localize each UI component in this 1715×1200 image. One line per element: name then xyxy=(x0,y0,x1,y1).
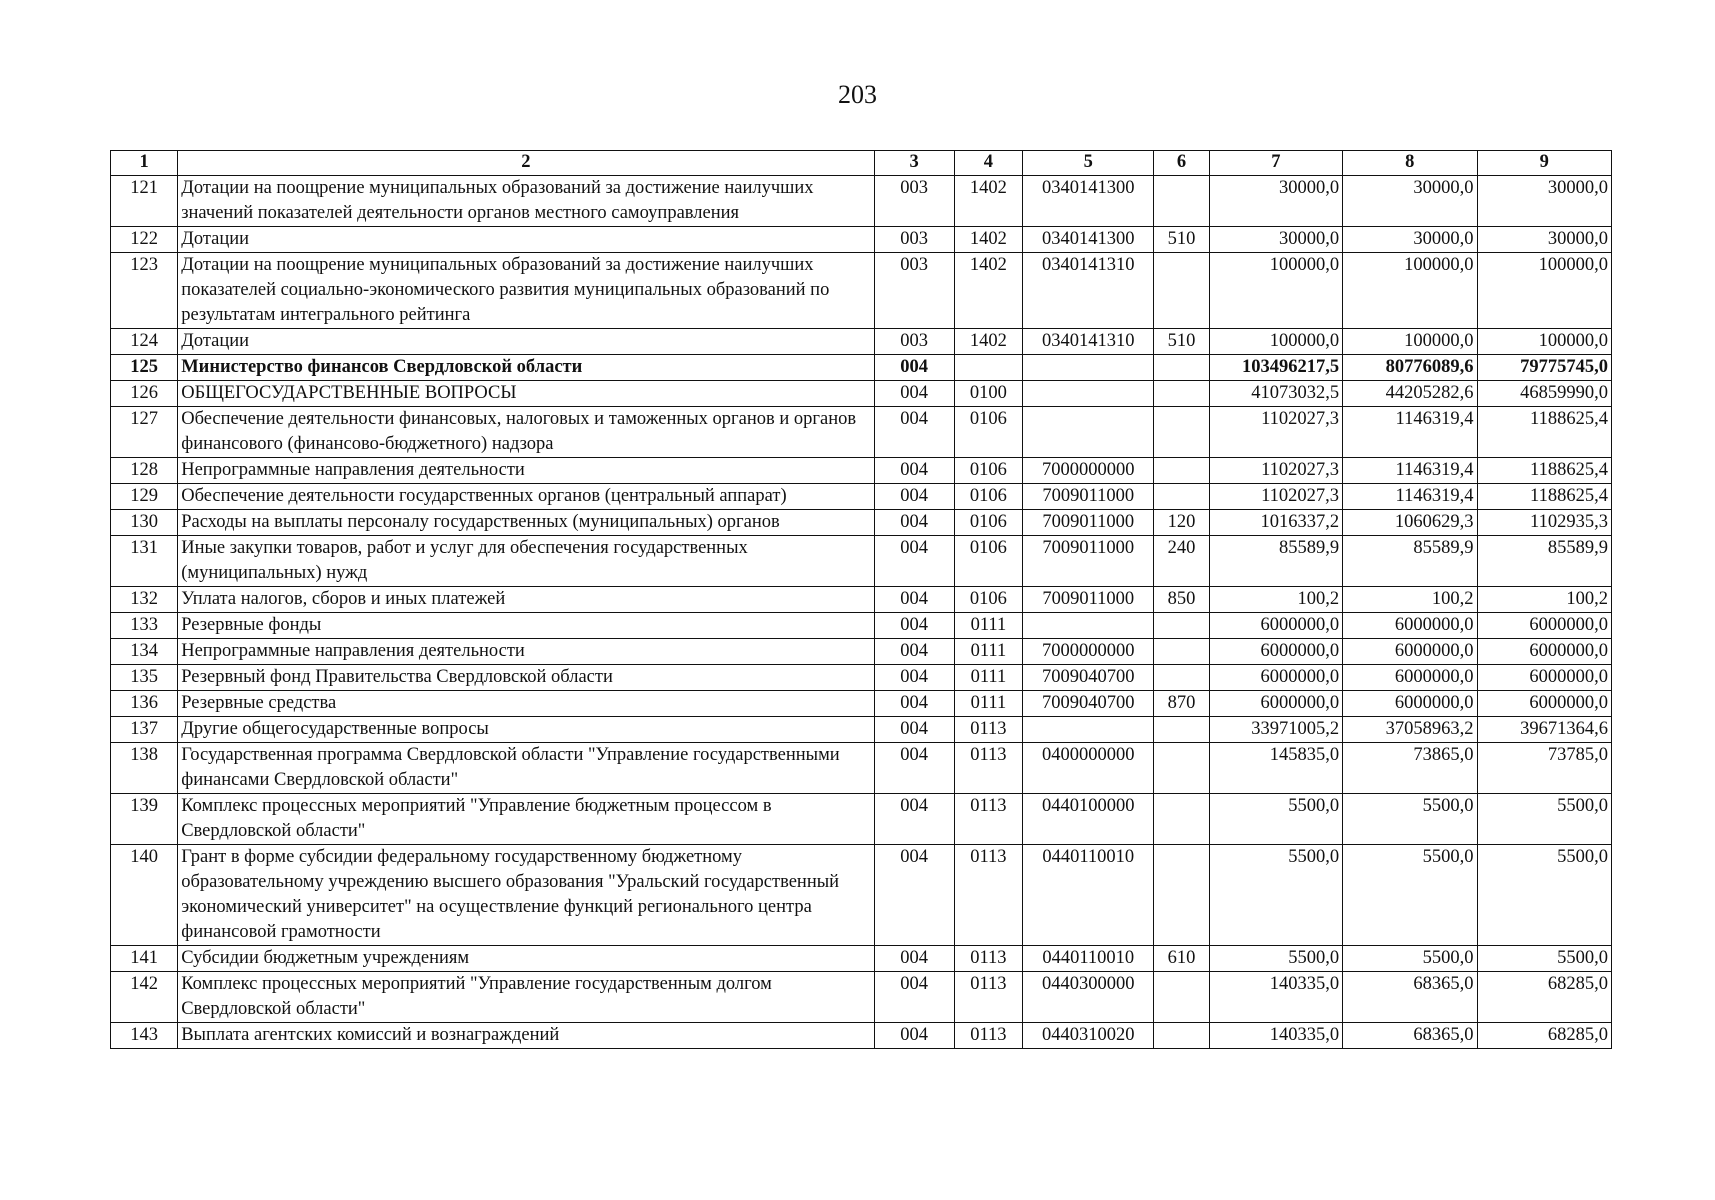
row-number: 121 xyxy=(111,176,178,227)
row-amount-col9: 5500,0 xyxy=(1477,794,1612,845)
table-row xyxy=(111,639,1612,665)
row-target-article: 7009011000 xyxy=(1023,510,1154,536)
row-amount-col7: 100000,0 xyxy=(1209,329,1342,355)
row-expense-type: 240 xyxy=(1154,536,1209,587)
row-number: 135 xyxy=(111,665,178,691)
row-section-code xyxy=(954,355,1022,381)
row-expense-type: 510 xyxy=(1154,329,1209,355)
row-expense-type xyxy=(1154,381,1209,407)
row-amount-col7: 1102027,3 xyxy=(1209,484,1342,510)
row-description: Дотации xyxy=(178,329,874,355)
header-col-2: 2 xyxy=(178,151,874,176)
header-col-6: 6 xyxy=(1154,151,1209,176)
row-description: Расходы на выплаты персоналу государственных (муниципальных) органов xyxy=(178,510,874,536)
row-number: 128 xyxy=(111,458,178,484)
row-amount-col9: 6000000,0 xyxy=(1477,665,1612,691)
row-description: Непрограммные направления деятельности xyxy=(178,639,874,665)
row-number: 142 xyxy=(111,972,178,1023)
table-row xyxy=(111,743,1612,794)
row-number: 122 xyxy=(111,227,178,253)
row-ministry-code: 004 xyxy=(874,794,954,845)
table-row xyxy=(111,613,1612,639)
row-amount-col9: 1102935,3 xyxy=(1477,510,1612,536)
row-description: Комплекс процессных мероприятий "Управление государственным долгом Свердловской области" xyxy=(178,972,874,1023)
row-description: Дотации на поощрение муниципальных образований за достижение наилучших значений показателей деятельности органов местного самоуправления xyxy=(178,176,874,227)
row-expense-type: 120 xyxy=(1154,510,1209,536)
table-row xyxy=(111,665,1612,691)
row-expense-type: 850 xyxy=(1154,587,1209,613)
row-amount-col7: 1016337,2 xyxy=(1209,510,1342,536)
row-amount-col9: 100,2 xyxy=(1477,587,1612,613)
table-row xyxy=(111,587,1612,613)
row-amount-col9: 68285,0 xyxy=(1477,972,1612,1023)
row-amount-col7: 41073032,5 xyxy=(1209,381,1342,407)
row-number: 127 xyxy=(111,407,178,458)
row-target-article xyxy=(1023,613,1154,639)
row-number: 136 xyxy=(111,691,178,717)
row-amount-col7: 1102027,3 xyxy=(1209,407,1342,458)
row-section-code: 0113 xyxy=(954,946,1022,972)
row-ministry-code: 004 xyxy=(874,355,954,381)
row-ministry-code: 004 xyxy=(874,1023,954,1049)
row-ministry-code: 004 xyxy=(874,510,954,536)
row-target-article: 0440100000 xyxy=(1023,794,1154,845)
table-row xyxy=(111,510,1612,536)
row-ministry-code: 004 xyxy=(874,484,954,510)
row-amount-col9: 68285,0 xyxy=(1477,1023,1612,1049)
row-amount-col9: 39671364,6 xyxy=(1477,717,1612,743)
row-amount-col8: 6000000,0 xyxy=(1343,665,1477,691)
row-expense-type: 610 xyxy=(1154,946,1209,972)
row-number: 138 xyxy=(111,743,178,794)
row-description: Резервные фонды xyxy=(178,613,874,639)
row-number: 130 xyxy=(111,510,178,536)
header-col-4: 4 xyxy=(954,151,1022,176)
budget-table xyxy=(110,150,1612,1049)
row-target-article: 0440110010 xyxy=(1023,845,1154,946)
row-target-article: 0440110010 xyxy=(1023,946,1154,972)
header-col-1: 1 xyxy=(111,151,178,176)
row-amount-col8: 5500,0 xyxy=(1343,845,1477,946)
row-amount-col9: 1188625,4 xyxy=(1477,407,1612,458)
row-section-code: 1402 xyxy=(954,227,1022,253)
row-expense-type: 510 xyxy=(1154,227,1209,253)
row-amount-col7: 140335,0 xyxy=(1209,972,1342,1023)
row-amount-col9: 100000,0 xyxy=(1477,329,1612,355)
row-amount-col8: 73865,0 xyxy=(1343,743,1477,794)
row-amount-col7: 5500,0 xyxy=(1209,946,1342,972)
row-ministry-code: 004 xyxy=(874,691,954,717)
row-amount-col7: 103496217,5 xyxy=(1209,355,1342,381)
row-number: 131 xyxy=(111,536,178,587)
row-expense-type xyxy=(1154,355,1209,381)
row-section-code: 0113 xyxy=(954,972,1022,1023)
row-description: Непрограммные направления деятельности xyxy=(178,458,874,484)
row-description: Грант в форме субсидии федеральному государственному бюджетному образовательному учреждению высшего образования "Уральский государственный экономический университет" на осуществление функций регионального центра финансовой грамотности xyxy=(178,845,874,946)
row-amount-col7: 6000000,0 xyxy=(1209,691,1342,717)
row-number: 124 xyxy=(111,329,178,355)
row-ministry-code: 004 xyxy=(874,407,954,458)
row-target-article: 7000000000 xyxy=(1023,639,1154,665)
row-ministry-code: 003 xyxy=(874,253,954,329)
row-amount-col9: 79775745,0 xyxy=(1477,355,1612,381)
row-expense-type xyxy=(1154,1023,1209,1049)
header-col-5: 5 xyxy=(1023,151,1154,176)
row-target-article: 7009011000 xyxy=(1023,536,1154,587)
header-col-8: 8 xyxy=(1343,151,1477,176)
page-number: 203 xyxy=(838,80,877,109)
row-amount-col8: 1146319,4 xyxy=(1343,407,1477,458)
row-target-article: 7009040700 xyxy=(1023,691,1154,717)
row-expense-type xyxy=(1154,407,1209,458)
table-row xyxy=(111,458,1612,484)
row-ministry-code: 004 xyxy=(874,743,954,794)
row-amount-col8: 100000,0 xyxy=(1343,329,1477,355)
row-amount-col7: 6000000,0 xyxy=(1209,639,1342,665)
row-amount-col8: 85589,9 xyxy=(1343,536,1477,587)
header-col-7: 7 xyxy=(1209,151,1342,176)
row-ministry-code: 004 xyxy=(874,665,954,691)
row-description: Министерство финансов Свердловской области xyxy=(178,355,874,381)
row-description: Резервные средства xyxy=(178,691,874,717)
row-amount-col7: 5500,0 xyxy=(1209,845,1342,946)
row-section-code: 0113 xyxy=(954,794,1022,845)
row-target-article: 7009011000 xyxy=(1023,484,1154,510)
row-expense-type xyxy=(1154,458,1209,484)
row-amount-col9: 85589,9 xyxy=(1477,536,1612,587)
row-section-code: 0106 xyxy=(954,407,1022,458)
table-row xyxy=(111,176,1612,227)
row-amount-col7: 6000000,0 xyxy=(1209,613,1342,639)
row-section-code: 0111 xyxy=(954,639,1022,665)
row-number: 143 xyxy=(111,1023,178,1049)
header-col-3: 3 xyxy=(874,151,954,176)
row-amount-col9: 6000000,0 xyxy=(1477,613,1612,639)
row-amount-col7: 5500,0 xyxy=(1209,794,1342,845)
row-target-article: 0440310020 xyxy=(1023,1023,1154,1049)
row-target-article: 0340141310 xyxy=(1023,329,1154,355)
table-row xyxy=(111,407,1612,458)
row-expense-type xyxy=(1154,665,1209,691)
row-amount-col8: 100000,0 xyxy=(1343,253,1477,329)
row-section-code: 0113 xyxy=(954,845,1022,946)
row-amount-col8: 5500,0 xyxy=(1343,794,1477,845)
row-description: Комплекс процессных мероприятий "Управление бюджетным процессом в Свердловской области" xyxy=(178,794,874,845)
row-target-article xyxy=(1023,355,1154,381)
row-amount-col9: 1188625,4 xyxy=(1477,484,1612,510)
row-amount-col7: 30000,0 xyxy=(1209,176,1342,227)
table-row xyxy=(111,329,1612,355)
table-row xyxy=(111,972,1612,1023)
row-ministry-code: 004 xyxy=(874,972,954,1023)
row-amount-col9: 100000,0 xyxy=(1477,253,1612,329)
row-target-article: 0340141310 xyxy=(1023,253,1154,329)
row-amount-col9: 30000,0 xyxy=(1477,176,1612,227)
row-target-article xyxy=(1023,407,1154,458)
row-amount-col8: 1060629,3 xyxy=(1343,510,1477,536)
row-amount-col9: 1188625,4 xyxy=(1477,458,1612,484)
row-description: Дотации на поощрение муниципальных образований за достижение наилучших показателей социально-экономического развития муниципальных образований по результатам интегрального рейтинга xyxy=(178,253,874,329)
table-row xyxy=(111,794,1612,845)
row-ministry-code: 004 xyxy=(874,587,954,613)
row-target-article: 0400000000 xyxy=(1023,743,1154,794)
table-row xyxy=(111,536,1612,587)
row-description: Субсидии бюджетным учреждениям xyxy=(178,946,874,972)
row-amount-col8: 68365,0 xyxy=(1343,1023,1477,1049)
table-header-row xyxy=(111,151,1612,176)
row-description: Дотации xyxy=(178,227,874,253)
row-amount-col7: 100,2 xyxy=(1209,587,1342,613)
row-expense-type xyxy=(1154,972,1209,1023)
row-ministry-code: 004 xyxy=(874,845,954,946)
row-ministry-code: 004 xyxy=(874,946,954,972)
table-row xyxy=(111,253,1612,329)
row-amount-col8: 6000000,0 xyxy=(1343,639,1477,665)
row-number: 125 xyxy=(111,355,178,381)
row-ministry-code: 004 xyxy=(874,458,954,484)
table-row xyxy=(111,484,1612,510)
row-expense-type xyxy=(1154,743,1209,794)
row-amount-col9: 5500,0 xyxy=(1477,845,1612,946)
row-description: Уплата налогов, сборов и иных платежей xyxy=(178,587,874,613)
row-target-article: 0340141300 xyxy=(1023,176,1154,227)
row-amount-col8: 1146319,4 xyxy=(1343,484,1477,510)
row-ministry-code: 004 xyxy=(874,639,954,665)
row-description: Обеспечение деятельности финансовых, налоговых и таможенных органов и органов финансового (финансово-бюджетного) надзора xyxy=(178,407,874,458)
table-row xyxy=(111,1023,1612,1049)
row-description: Резервный фонд Правительства Свердловской области xyxy=(178,665,874,691)
row-section-code: 0106 xyxy=(954,458,1022,484)
row-amount-col9: 6000000,0 xyxy=(1477,691,1612,717)
table-row xyxy=(111,845,1612,946)
row-section-code: 0111 xyxy=(954,665,1022,691)
row-description: Обеспечение деятельности государственных органов (центральный аппарат) xyxy=(178,484,874,510)
row-section-code: 0111 xyxy=(954,691,1022,717)
row-number: 134 xyxy=(111,639,178,665)
row-amount-col7: 100000,0 xyxy=(1209,253,1342,329)
row-amount-col9: 46859990,0 xyxy=(1477,381,1612,407)
row-number: 126 xyxy=(111,381,178,407)
row-target-article: 7009011000 xyxy=(1023,587,1154,613)
table-row xyxy=(111,946,1612,972)
row-ministry-code: 004 xyxy=(874,613,954,639)
row-section-code: 1402 xyxy=(954,253,1022,329)
row-section-code: 0113 xyxy=(954,1023,1022,1049)
row-section-code: 0106 xyxy=(954,484,1022,510)
row-amount-col7: 1102027,3 xyxy=(1209,458,1342,484)
row-expense-type xyxy=(1154,253,1209,329)
row-description: ОБЩЕГОСУДАРСТВЕННЫЕ ВОПРОСЫ xyxy=(178,381,874,407)
table-body xyxy=(111,176,1612,1049)
row-amount-col7: 145835,0 xyxy=(1209,743,1342,794)
row-amount-col8: 5500,0 xyxy=(1343,946,1477,972)
row-number: 123 xyxy=(111,253,178,329)
row-expense-type xyxy=(1154,717,1209,743)
row-target-article: 7000000000 xyxy=(1023,458,1154,484)
row-number: 133 xyxy=(111,613,178,639)
row-ministry-code: 003 xyxy=(874,176,954,227)
row-section-code: 1402 xyxy=(954,329,1022,355)
row-amount-col9: 30000,0 xyxy=(1477,227,1612,253)
row-description: Государственная программа Свердловской области "Управление государственными финансами Свердловской области" xyxy=(178,743,874,794)
row-amount-col7: 6000000,0 xyxy=(1209,665,1342,691)
row-ministry-code: 004 xyxy=(874,536,954,587)
row-amount-col8: 30000,0 xyxy=(1343,176,1477,227)
row-expense-type: 870 xyxy=(1154,691,1209,717)
row-amount-col8: 30000,0 xyxy=(1343,227,1477,253)
row-section-code: 0106 xyxy=(954,510,1022,536)
row-number: 140 xyxy=(111,845,178,946)
row-section-code: 1402 xyxy=(954,176,1022,227)
row-target-article: 0440300000 xyxy=(1023,972,1154,1023)
row-amount-col7: 140335,0 xyxy=(1209,1023,1342,1049)
row-amount-col8: 80776089,6 xyxy=(1343,355,1477,381)
row-ministry-code: 003 xyxy=(874,227,954,253)
header-col-9: 9 xyxy=(1477,151,1612,176)
row-amount-col8: 100,2 xyxy=(1343,587,1477,613)
row-expense-type xyxy=(1154,613,1209,639)
row-amount-col9: 5500,0 xyxy=(1477,946,1612,972)
row-amount-col7: 33971005,2 xyxy=(1209,717,1342,743)
row-target-article xyxy=(1023,381,1154,407)
row-target-article: 0340141300 xyxy=(1023,227,1154,253)
row-amount-col8: 44205282,6 xyxy=(1343,381,1477,407)
table-row xyxy=(111,691,1612,717)
row-amount-col8: 6000000,0 xyxy=(1343,613,1477,639)
table-row xyxy=(111,717,1612,743)
row-amount-col8: 68365,0 xyxy=(1343,972,1477,1023)
row-ministry-code: 003 xyxy=(874,329,954,355)
table-row xyxy=(111,381,1612,407)
row-description: Иные закупки товаров, работ и услуг для обеспечения государственных (муниципальных) нужд xyxy=(178,536,874,587)
row-expense-type xyxy=(1154,639,1209,665)
row-ministry-code: 004 xyxy=(874,717,954,743)
row-ministry-code: 004 xyxy=(874,381,954,407)
row-section-code: 0113 xyxy=(954,717,1022,743)
table-row xyxy=(111,355,1612,381)
row-amount-col8: 6000000,0 xyxy=(1343,691,1477,717)
row-section-code: 0113 xyxy=(954,743,1022,794)
row-section-code: 0106 xyxy=(954,536,1022,587)
row-description: Другие общегосударственные вопросы xyxy=(178,717,874,743)
row-expense-type xyxy=(1154,794,1209,845)
row-expense-type xyxy=(1154,484,1209,510)
row-number: 137 xyxy=(111,717,178,743)
row-number: 139 xyxy=(111,794,178,845)
row-amount-col9: 73785,0 xyxy=(1477,743,1612,794)
row-amount-col9: 6000000,0 xyxy=(1477,639,1612,665)
row-expense-type xyxy=(1154,176,1209,227)
row-section-code: 0111 xyxy=(954,613,1022,639)
row-number: 129 xyxy=(111,484,178,510)
row-amount-col7: 85589,9 xyxy=(1209,536,1342,587)
row-section-code: 0106 xyxy=(954,587,1022,613)
row-amount-col7: 30000,0 xyxy=(1209,227,1342,253)
row-target-article xyxy=(1023,717,1154,743)
row-section-code: 0100 xyxy=(954,381,1022,407)
row-number: 141 xyxy=(111,946,178,972)
row-amount-col8: 1146319,4 xyxy=(1343,458,1477,484)
row-number: 132 xyxy=(111,587,178,613)
row-expense-type xyxy=(1154,845,1209,946)
row-target-article: 7009040700 xyxy=(1023,665,1154,691)
row-amount-col8: 37058963,2 xyxy=(1343,717,1477,743)
table-row xyxy=(111,227,1612,253)
row-description: Выплата агентских комиссий и вознаграждений xyxy=(178,1023,874,1049)
